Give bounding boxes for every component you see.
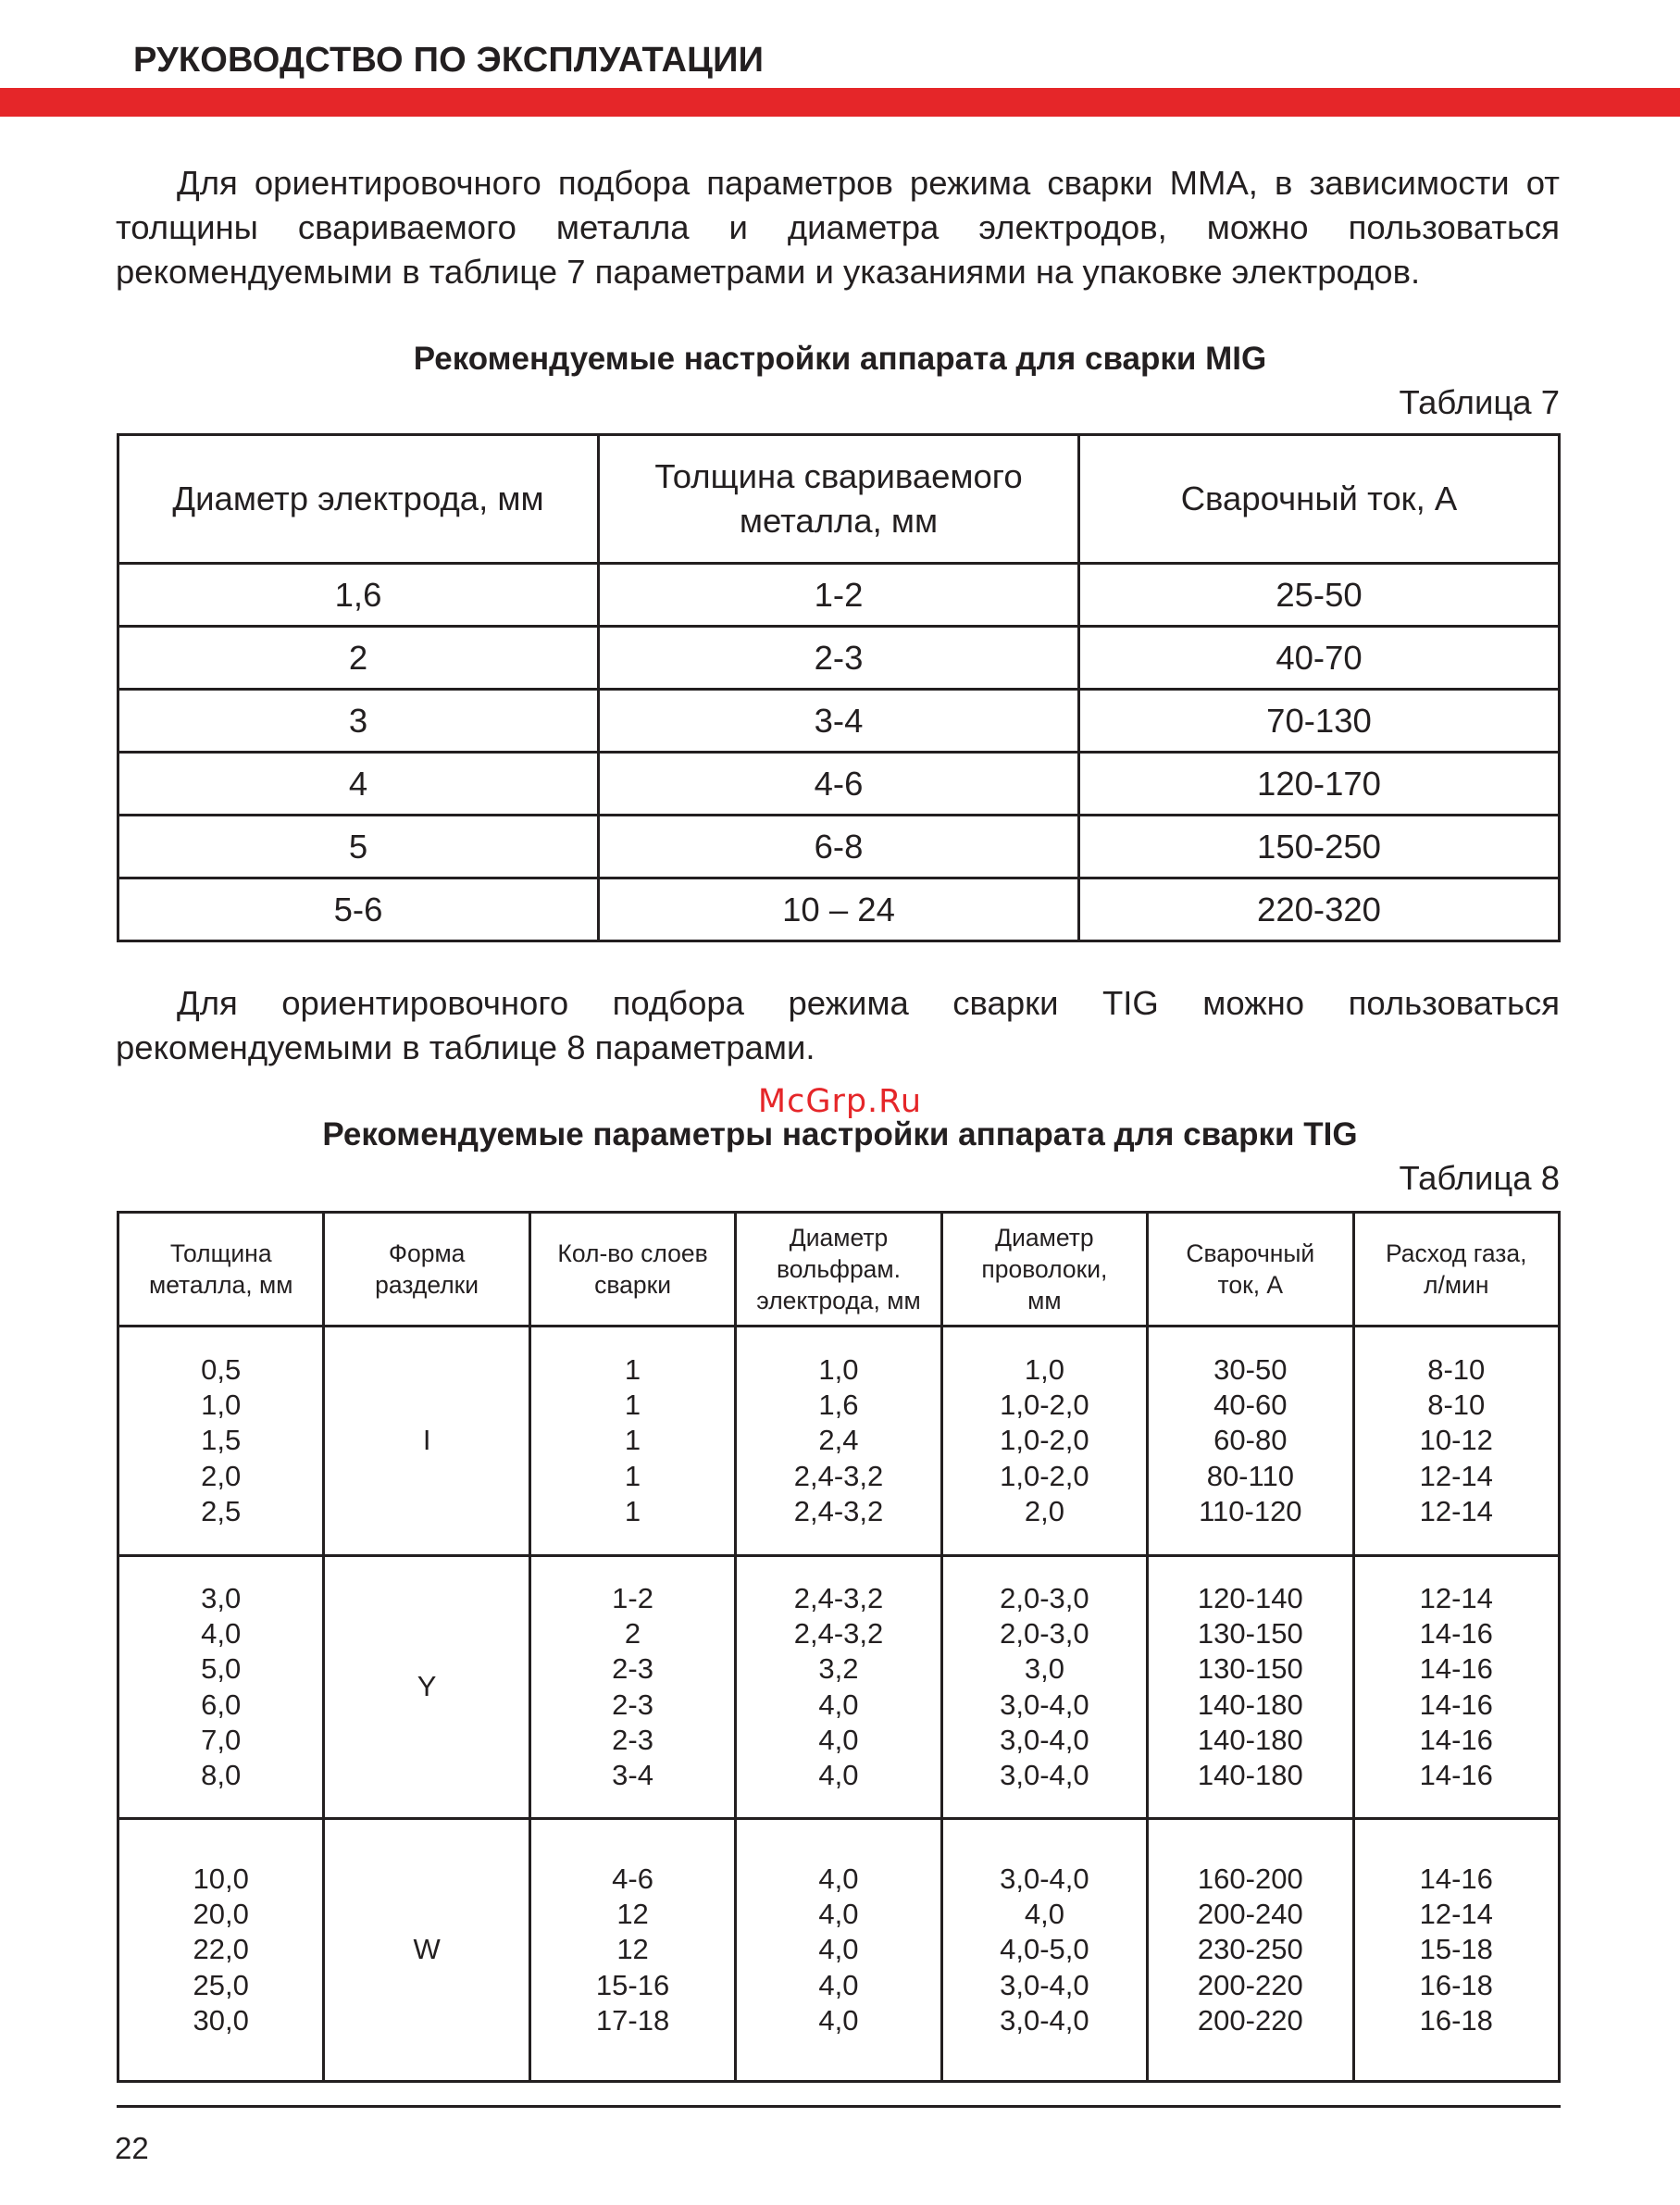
- table8-cell-value: 2-3: [612, 1688, 653, 1721]
- footer-rule: [117, 2105, 1561, 2108]
- table8-cell-value: 4,0: [818, 1862, 859, 1895]
- table8-cell-value: 12-14: [1419, 1459, 1493, 1492]
- table7-cell: 6-8: [599, 816, 1079, 878]
- table8-cell-value: 1,5: [201, 1424, 242, 1457]
- header-bar: [0, 88, 1680, 117]
- table8-group-cell: [1353, 1819, 1559, 2082]
- table8-cell-value: 14-16: [1419, 1862, 1493, 1895]
- table7-cell: 25-50: [1079, 564, 1560, 627]
- table7-cell: 5: [118, 816, 599, 878]
- table8-cell-value: 30,0: [193, 2003, 249, 2037]
- table8-cell-value: 4-6: [612, 1862, 653, 1895]
- table8: [117, 1211, 1561, 2083]
- table8-cell-value: 1: [624, 1389, 641, 1422]
- table8-header-row: [118, 1213, 1560, 1327]
- table8-cell-value: 12: [616, 1898, 649, 1931]
- table8-cell-value: 10-12: [1419, 1424, 1493, 1457]
- table8-cell-value: 3,0-4,0: [1000, 1968, 1089, 2001]
- table8-cell-value: 3,0-4,0: [1000, 1723, 1089, 1756]
- table-row: [118, 564, 1560, 627]
- table7-header-row: [118, 435, 1560, 564]
- table7-cell: 5-6: [118, 878, 599, 941]
- table8-cell-value: 2,5: [201, 1494, 242, 1527]
- table8-cell-value: 14-16: [1419, 1652, 1493, 1686]
- table-row: [118, 627, 1560, 690]
- table8-group-cell: [1353, 1327, 1559, 1556]
- table8-cell-value: 2,4-3,2: [793, 1616, 884, 1650]
- table8-cell-value: 30-50: [1213, 1352, 1288, 1386]
- table8-cell-value: 2,0: [1024, 1494, 1064, 1527]
- table8-cell-value: 3,0-4,0: [1000, 1862, 1089, 1895]
- table8-cell-value: 1,0: [818, 1352, 859, 1386]
- table8-cell-value: 4,0: [818, 1688, 859, 1721]
- table7-cell: 40-70: [1079, 627, 1560, 690]
- table8-cell-value: 1,0-2,0: [1000, 1424, 1089, 1457]
- table8-cell-value: 40-60: [1213, 1389, 1288, 1422]
- table8-header-cell: Сварочный ток, А: [1148, 1213, 1353, 1327]
- table8-cell-value: 3,0: [1024, 1652, 1064, 1686]
- table8-cell-value: 3,2: [818, 1652, 859, 1686]
- table8-cell-value: 1: [624, 1494, 641, 1527]
- table8-cell-value: 8,0: [201, 1759, 242, 1792]
- table8-cell-value: 10,0: [193, 1862, 249, 1895]
- table7: [117, 433, 1561, 942]
- table7-cell: 3-4: [599, 690, 1079, 753]
- table8-shape-cell: W: [324, 1819, 529, 2082]
- table8-cell-value: 1-2: [612, 1581, 653, 1614]
- table8-cell-value: 2,0: [201, 1459, 242, 1492]
- table-row: [118, 1819, 1560, 2082]
- table8-cell-value: 0,5: [201, 1352, 242, 1386]
- table8-cell-value: 12-14: [1419, 1898, 1493, 1931]
- table8-cell-value: 1: [624, 1424, 641, 1457]
- table8-cell-value: 120-140: [1197, 1581, 1303, 1614]
- table8-cell-value: 3,0: [201, 1581, 242, 1614]
- table8-cell-value: 230-250: [1197, 1933, 1303, 1966]
- table-row: [118, 753, 1560, 816]
- table8-cell-value: 2,0-3,0: [1000, 1616, 1089, 1650]
- table7-cell: 3: [118, 690, 599, 753]
- table8-cell-value: 3,0-4,0: [1000, 1688, 1089, 1721]
- table8-cell-value: 130-150: [1197, 1652, 1303, 1686]
- table8-group-cell: [118, 1327, 324, 1556]
- table7-cell: 1-2: [599, 564, 1079, 627]
- table8-cell-value: 200-220: [1197, 1968, 1303, 2001]
- table8-cell-value: 60-80: [1213, 1424, 1288, 1457]
- table8-group-cell: [529, 1556, 735, 1819]
- table8-cell-value: 14-16: [1419, 1688, 1493, 1721]
- table8-cell-value: 4,0: [818, 1968, 859, 2001]
- page-number: 22: [115, 2131, 149, 2165]
- table8-cell-value: 4,0: [818, 1759, 859, 1792]
- table8-cell-value: 1,6: [818, 1389, 859, 1422]
- table8-group-cell: [1148, 1819, 1353, 2082]
- table8-cell-value: 4,0: [818, 2003, 859, 2037]
- table8-cell-value: 2: [624, 1616, 641, 1650]
- table-row: [118, 1327, 1560, 1556]
- header-title: РУКОВОДСТВО ПО ЭКСПЛУАТАЦИИ: [133, 41, 765, 80]
- table8-cell-value: 2,0-3,0: [1000, 1581, 1089, 1614]
- table8-cell-value: 140-180: [1197, 1688, 1303, 1721]
- table8-cell-value: 3,0-4,0: [1000, 1759, 1089, 1792]
- table8-cell-value: 16-18: [1419, 2003, 1493, 2037]
- table7-cell: 220-320: [1079, 878, 1560, 941]
- table8-cell-value: 12: [616, 1933, 649, 1966]
- table7-cell: 2: [118, 627, 599, 690]
- table8-cell-value: 16-18: [1419, 1968, 1493, 2001]
- table8-cell-value: 5,0: [201, 1652, 242, 1686]
- intro-paragraph: [116, 161, 1560, 294]
- table7-header-cell: Сварочный ток, А: [1079, 435, 1560, 564]
- table8-cell-value: 14-16: [1419, 1759, 1493, 1792]
- table7-cell: 4: [118, 753, 599, 816]
- table7-cell: 4-6: [599, 753, 1079, 816]
- table8-header-cell: Диаметр вольфрам. электрода, мм: [736, 1213, 941, 1327]
- watermark: McGrp.Ru: [757, 1083, 923, 1120]
- table8-group-cell: [941, 1327, 1147, 1556]
- table8-cell-value: 140-180: [1197, 1759, 1303, 1792]
- tig-paragraph-text: Для ориентировочного подбора режима сварки TIG можно пользоваться рекомендуемыми в таблице 8 параметрами.: [116, 984, 1560, 1066]
- table8-group-cell: [1148, 1327, 1353, 1556]
- table8-cell-value: 12-14: [1419, 1581, 1493, 1614]
- table8-cell-value: 2-3: [612, 1723, 653, 1756]
- table8-group-cell: [1353, 1556, 1559, 1819]
- table7-cell: 120-170: [1079, 753, 1560, 816]
- table7-cell: 70-130: [1079, 690, 1560, 753]
- table8-cell-value: 130-150: [1197, 1616, 1303, 1650]
- table7-number: Таблица 7: [1399, 383, 1560, 421]
- table8-group-cell: [736, 1327, 941, 1556]
- table8-cell-value: 2,4-3,2: [793, 1581, 884, 1614]
- table8-header-cell: Расход газа, л/мин: [1353, 1213, 1559, 1327]
- table-row: [118, 690, 1560, 753]
- table-row: [118, 816, 1560, 878]
- table8-group-cell: [118, 1556, 324, 1819]
- table8-shape-cell: Y: [324, 1556, 529, 1819]
- table8-cell-value: 14-16: [1419, 1723, 1493, 1756]
- table-row: [118, 1556, 1560, 1819]
- table7-cell: 1,6: [118, 564, 599, 627]
- table8-group-cell: [529, 1327, 735, 1556]
- table8-cell-value: 80-110: [1206, 1459, 1294, 1492]
- table8-cell-value: 1: [624, 1352, 641, 1386]
- table8-group-cell: [1148, 1556, 1353, 1819]
- table8-cell-value: 8-10: [1427, 1352, 1486, 1386]
- tig-paragraph: [116, 981, 1560, 1070]
- table8-cell-value: 6,0: [201, 1688, 242, 1721]
- table8-cell-value: 20,0: [193, 1898, 249, 1931]
- table8-cell-value: 4,0: [201, 1616, 242, 1650]
- table8-cell-value: 4,0: [1024, 1898, 1064, 1931]
- table7-cell: 150-250: [1079, 816, 1560, 878]
- table8-cell-value: 1,0-2,0: [1000, 1459, 1089, 1492]
- table7-title: Рекомендуемые настройки аппарата для сварки MIG: [413, 341, 1267, 377]
- table-row: [118, 878, 1560, 941]
- table8-cell-value: 1,0: [201, 1389, 242, 1422]
- table8-group-cell: [736, 1556, 941, 1819]
- table8-cell-value: 3-4: [612, 1759, 653, 1792]
- table8-cell-value: 2,4: [818, 1424, 859, 1457]
- table8-cell-value: 25,0: [193, 1968, 249, 2001]
- table8-cell-value: 1,0: [1024, 1352, 1064, 1386]
- table8-cell-value: 4,0-5,0: [1000, 1933, 1089, 1966]
- table8-cell-value: 17-18: [595, 2003, 670, 2037]
- table8-cell-value: 4,0: [818, 1898, 859, 1931]
- table8-cell-value: 15-16: [595, 1968, 670, 2001]
- table7-cell: 10 – 24: [599, 878, 1079, 941]
- table8-cell-value: 2,4-3,2: [793, 1494, 884, 1527]
- table8-cell-value: 160-200: [1197, 1862, 1303, 1895]
- table8-cell-value: 7,0: [201, 1723, 242, 1756]
- table8-shape-cell: I: [324, 1327, 529, 1556]
- table8-number: Таблица 8: [1399, 1159, 1560, 1197]
- table8-group-cell: [118, 1819, 324, 2082]
- table8-header-cell: Кол-во слоев сварки: [529, 1213, 735, 1327]
- table8-group-cell: [941, 1819, 1147, 2082]
- table8-cell-value: 22,0: [193, 1933, 249, 1966]
- table8-cell-value: 4,0: [818, 1933, 859, 1966]
- table8-title: Рекомендуемые параметры настройки аппарата для сварки TIG: [322, 1116, 1358, 1152]
- table8-group-cell: [529, 1819, 735, 2082]
- table8-cell-value: 3,0-4,0: [1000, 2003, 1089, 2037]
- table8-cell-value: 15-18: [1419, 1933, 1493, 1966]
- table7-cell: 2-3: [599, 627, 1079, 690]
- intro-paragraph-text: Для ориентировочного подбора параметров режима сварки ММА, в зависимости от толщины свариваемого металла и диаметра электродов, можно пользоваться рекомендуемыми в таблице 7 параметрами и указаниями на упаковке электродов.: [116, 164, 1560, 291]
- table8-cell-value: 8-10: [1427, 1389, 1486, 1422]
- table7-header-cell: Диаметр электрода, мм: [118, 435, 599, 564]
- table8-group-cell: [941, 1556, 1147, 1819]
- table8-cell-value: 2,4-3,2: [793, 1459, 884, 1492]
- table8-cell-value: 200-240: [1197, 1898, 1303, 1931]
- table8-cell-value: 140-180: [1197, 1723, 1303, 1756]
- table8-cell-value: 1,0-2,0: [1000, 1389, 1089, 1422]
- table8-cell-value: 110-120: [1199, 1494, 1302, 1527]
- table8-header-cell: Толщина металла, мм: [118, 1213, 324, 1327]
- table8-header-cell: Форма разделки: [324, 1213, 529, 1327]
- table8-cell-value: 12-14: [1419, 1494, 1493, 1527]
- table8-header-cell: Диаметр проволоки, мм: [941, 1213, 1147, 1327]
- table7-header-cell: Толщина свариваемого металла, мм: [599, 435, 1079, 564]
- table8-cell-value: 1: [624, 1459, 641, 1492]
- table8-cell-value: 200-220: [1197, 2003, 1303, 2037]
- table8-cell-value: 14-16: [1419, 1616, 1493, 1650]
- table8-cell-value: 2-3: [612, 1652, 653, 1686]
- table8-group-cell: [736, 1819, 941, 2082]
- table8-cell-value: 4,0: [818, 1723, 859, 1756]
